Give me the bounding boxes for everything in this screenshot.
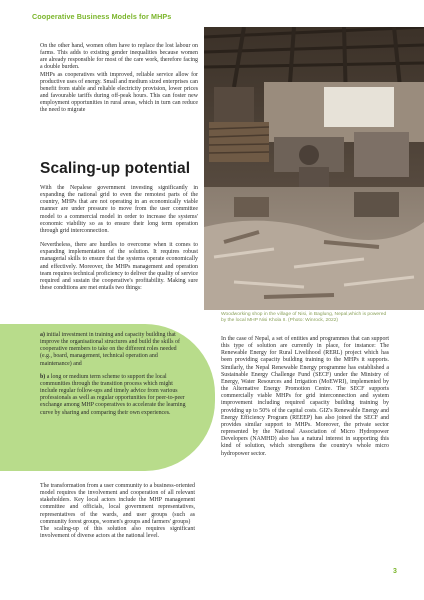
requirements-box <box>0 324 215 471</box>
right-column-paragraph: In the case of Nepal, a set of entities and programmes that can support this type of solution are currently in place, for instance: The Renewable Energy for Rural Livelihood (RERL) project which has been providing capacity building training to the MHPs it supports. Similarly, the Nepal Renewable Energy programme has established a Sustainable Energy Challenge Fund (SECF) under the Ministry of Energy, Water Resources and Irrigation (MoEWRI), implemented by the Alternative Energy Promotion Centre. The SECF supports commercially viable MHPs for grid interconnection and system improvement including required capacity building training by providing up to 50% of the capital costs. GIZ's Renewable Energy and Energy Efficiency Program (REEEP) has also joined the SECF and provides similar support to MHPs. Moreover, the private sector represented by the National Association of Micro Hydropower Developers (NAMHD) also has a natural interest in supporting this kind of solution, which strengthens the country's whole micro hydropower sector. <box>221 336 389 457</box>
requirement-b-text: a long or medium term scheme to support the local communities through the transition process which might include regular follow-ups and timely advice from various professionals as well as regular opportunities for peer-to-peer exchange among MHP cooperatives to accelerate the learning curve by sharing and comparing their own experiences. <box>40 373 186 416</box>
intro-paragraph-1: On the other hand, women often have to replace the lost labour on farms. This adds to existing gender inequalities because women are already responsible for most of the care work, therefore facing a double burden. <box>40 43 198 71</box>
requirement-b-label: b) <box>40 373 46 380</box>
right-column-text <box>221 336 389 458</box>
requirement-a-label: a) <box>40 332 45 338</box>
photo-illustration <box>204 27 424 310</box>
requirements-list <box>40 332 188 423</box>
running-header: Cooperative Business Models for MHPs <box>32 12 172 21</box>
bottom-paragraph-2: The scaling-up of this solution also requires significant involvement of diverse actors at the national level. <box>40 525 195 540</box>
intro-text <box>40 43 198 115</box>
requirement-b <box>40 374 188 417</box>
page-number: 3 <box>393 568 397 575</box>
requirement-a-text: initial investment in training and capacity building that improve the organisational structures and build the skills of cooperative members to take on the different roles needed (e.g., board, management, technical operation and maintenance) and <box>40 332 180 367</box>
photo-caption: Woodworking shop in the village of Nisi, in Baglung, Nepal,which is powered by the local MHP Nisi Khola II. (Photo: Winrock, 2022) <box>221 312 387 324</box>
bottom-paragraph-1: The transformation from a user community to a business-oriented model requires the involvement and cooperation of all relevant stakeholders. Key local actors include the MHP management committee and officials, local government representatives, representatives of the wards, and user groups (such as community forest groups, women's groups and farmers' groups) <box>40 483 195 525</box>
section-heading: Scaling-up potential <box>40 160 191 177</box>
section-paragraph-1: With the Nepalese government investing significantly in expanding the national grid to even the remotest parts of the country, MHPs that are not operating in an economically viable manner are under pressure to move from the user committee model to a commercial model in order to increase the systems' economic viability so as to ensure their long term operation through grid interconnection. <box>40 185 198 234</box>
intro-paragraph-2: MHPs as cooperatives with improved, reliable service allow for productive uses of energy. Small and medium sized enterprises can benefit from stable and reliable electricity provision, lower prices and favourable tariffs during off-peak hours. This can foster new employment opportunities in rural areas, which in turn can reduce the need to migrate <box>40 71 198 114</box>
section-text <box>40 185 198 292</box>
bottom-text <box>40 483 195 540</box>
requirement-a <box>40 332 188 368</box>
section-paragraph-2: Nevertheless, there are hurdles to overcome when it comes to expanding implementation of the solution. It requires robust managerial skills to ensure that the systems operate economically and effectively. Moreover, the MHPs management and operation team requires technical proficiency to deliver the quality of service required and sustain the cooperative's profitability. Making sure these conditions are met entails two things: <box>40 242 198 292</box>
woodworking-shop-photo <box>204 27 424 310</box>
